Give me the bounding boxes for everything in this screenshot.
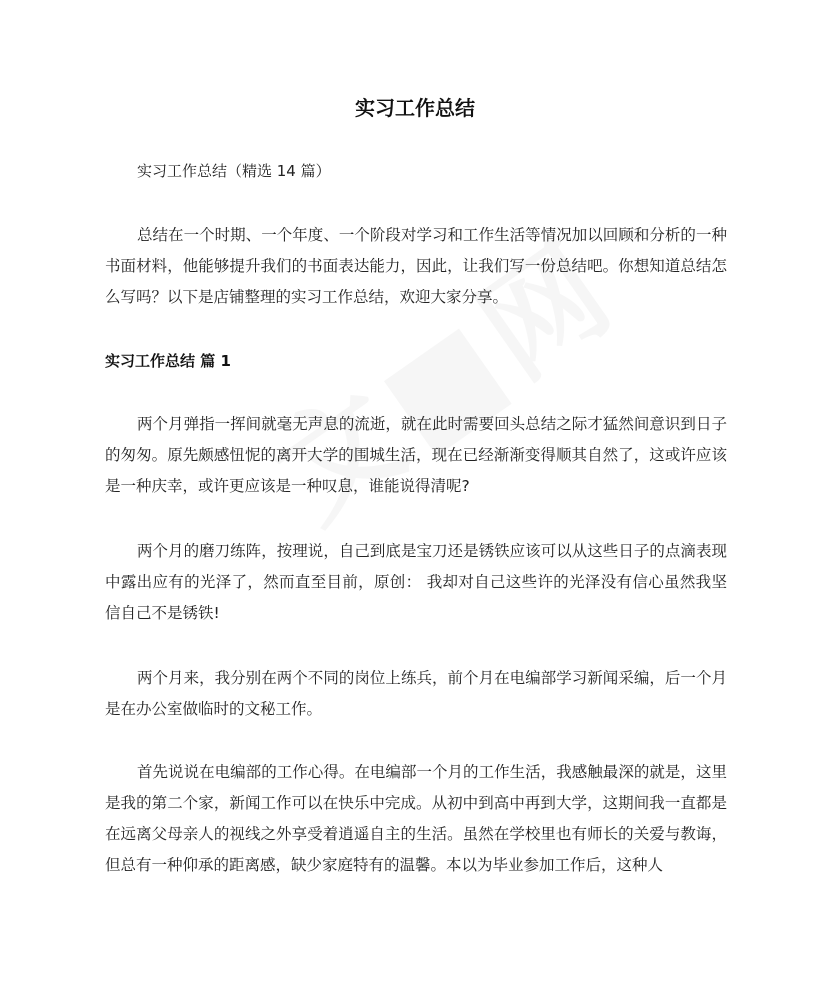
- body-paragraph: 首先说说在电编部的工作心得。在电编部一个月的工作生活，我感触最深的就是，这里是我的第二个家，新闻工作可以在快乐中完成。从初中到高中再到大学，这期间我一直都是在远离父母亲人的视线之外享受着逍遥自主的生活。虽然在学校里也有师长的关爱与教诲，但总有一种仰承的距离感，缺少家庭特有的温馨。本以为毕业参加工作后，这种人: [105, 763, 727, 874]
- body-paragraph: 两个月的磨刀练阵，按理说，自己到底是宝刀还是锈铁应该可以从这些日子的点滴表现中露出应有的光泽了，然而直至目前，原创： 我却对自己这些许的光泽没有信心虽然我坚信自己不是锈铁!: [105, 542, 727, 622]
- body-paragraph: 两个月弹指一挥间就毫无声息的流逝，就在此时需要回头总结之际才猛然间意识到日子的匆匆。原先颇感忸怩的离开大学的围城生活，现在已经渐渐变得顺其自然了，这或许应该是一种庆幸，或许更应该是一种叹息，谁能说得清呢?: [105, 415, 727, 495]
- section-heading: 实习工作总结 篇 1: [105, 352, 231, 370]
- document-title: 实习工作总结: [355, 96, 475, 120]
- document-subtitle: 实习工作总结（精选 14 篇）: [137, 162, 331, 180]
- body-paragraph: 两个月来，我分别在两个不同的岗位上练兵，前个月在电编部学习新闻采编，后一个月是在办公室做临时的文秘工作。: [105, 669, 727, 718]
- intro-paragraph: 总结在一个时期、一个年度、一个阶段对学习和工作生活等情况加以回顾和分析的一种书面材料，他能够提升我们的书面表达能力，因此，让我们写一份总结吧。你想知道总结怎么写吗？以下是店铺整理的实习工作总结，欢迎大家分享。: [105, 226, 727, 306]
